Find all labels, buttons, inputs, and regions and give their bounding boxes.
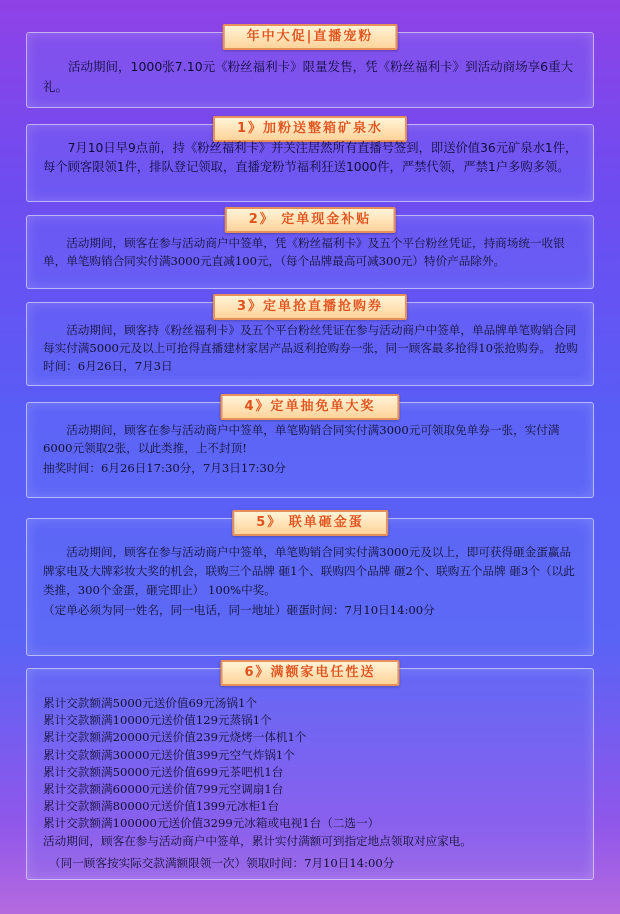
- gift-item: 累计交款额满60000元送价值799元空调扇1台: [43, 782, 284, 797]
- section-title: 1》加粉送整箱矿泉水: [213, 116, 407, 142]
- gift-item: 累计交款额满5000元送价值69元汤锅1个: [43, 696, 257, 710]
- gift-list: [43, 695, 579, 872]
- section-title: 年中大促|直播宠粉: [223, 24, 398, 50]
- gift-item: 累计交款额满50000元送价值699元茶吧机1台: [43, 764, 284, 779]
- section-title: 5》 联单砸金蛋: [232, 510, 388, 536]
- section-text: 7月10日早9点前，持《粉丝福利卡》并关注居然所有直播号签到，即送价值36元矿泉水1件，每个顾客限领1件，排队登记领取，直播宠粉节福利狂送1000件，严禁代领，严禁1户多购多领。: [43, 141, 578, 174]
- section-text: 活动期间，顾客在参与活动商户中签单，单笔购销合同实付满3000元可领取免单券一张，实付满6000元领取2张，以此类推，上不封顶!: [43, 423, 560, 455]
- section-text: 活动期间，顾客在参与活动商户中签单，凭《粉丝福利卡》及五个平台粉丝凭证，持商场统一收银单，单笔购销合同实付满3000元直减100元，（每个品牌最高可减300元）特价产品除外。: [43, 236, 565, 268]
- section-panel-1: [26, 121, 594, 202]
- gift-item: 累计交款额满30000元送价值399元空气炸锅1个: [43, 747, 295, 762]
- section-panel-4: [26, 399, 594, 498]
- section-panel-3: [26, 299, 594, 386]
- section-panel-2: [26, 212, 594, 289]
- draw-time-text: 抽奖时间：6月26日17:30分，7月3日17:30分: [43, 461, 286, 475]
- section-text: 活动期间，顾客在参与活动商户中签单，单笔购销合同实付满3000元及以上，即可获得砸金蛋赢品牌家电及大牌彩妆大奖的机会，联购三个品牌 砸1个、联购四个品牌 砸2个、联购五个品牌 砸3个（以此类推，300个金蛋，砸完即止） 100%中奖。: [43, 545, 575, 597]
- section-text: 活动期间，1000张7.10元《粉丝福利卡》限量发售，凭《粉丝福利卡》到活动商场享6重大礼。: [43, 59, 574, 94]
- intro-panel: [26, 29, 594, 108]
- gift-item: 累计交款额满80000元送价值1399元冰柜1台: [43, 799, 280, 814]
- section-title: 3》定单抢直播抢购券: [213, 294, 407, 320]
- gift-item: 累计交款额满10000元送价值129元蒸锅1个: [43, 713, 272, 728]
- gift-item: 累计交款额满20000元送价值239元烧烤一体机1个: [43, 730, 307, 745]
- claim-time-text: （同一顾客按实际交款满额限领一次）领取时间：7月10日14:00分: [49, 855, 395, 870]
- egg-time-text: （定单必须为同一姓名，同一电话，同一地址）砸蛋时间：7月10日14:00分: [43, 603, 435, 617]
- section-title: 2》 定单现金补贴: [225, 207, 396, 233]
- gift-item: 累计交款额满100000元送价值3299元冰箱或电视1台（二选一）: [43, 816, 380, 831]
- section-text: 活动期间，顾客在参与活动商户中签单，累计实付满额可到指定地点领取对应家电。: [43, 833, 472, 848]
- section-panel-5: [26, 515, 594, 656]
- section-title: 4》定单抽免单大奖: [220, 394, 399, 420]
- section-title: 6》满额家电任性送: [220, 660, 399, 686]
- section-text: 活动期间，顾客持《粉丝福利卡》及五个平台粉丝凭证在参与活动商户中签单，单品牌单笔购销合同每实付满5000元及以上可抢得直播建材家居产品返利抢购券一张，同一顾客最多抢得10张抢购券。 抢购时间：6月26日，7月3日: [43, 323, 578, 373]
- section-panel-6: [26, 665, 594, 880]
